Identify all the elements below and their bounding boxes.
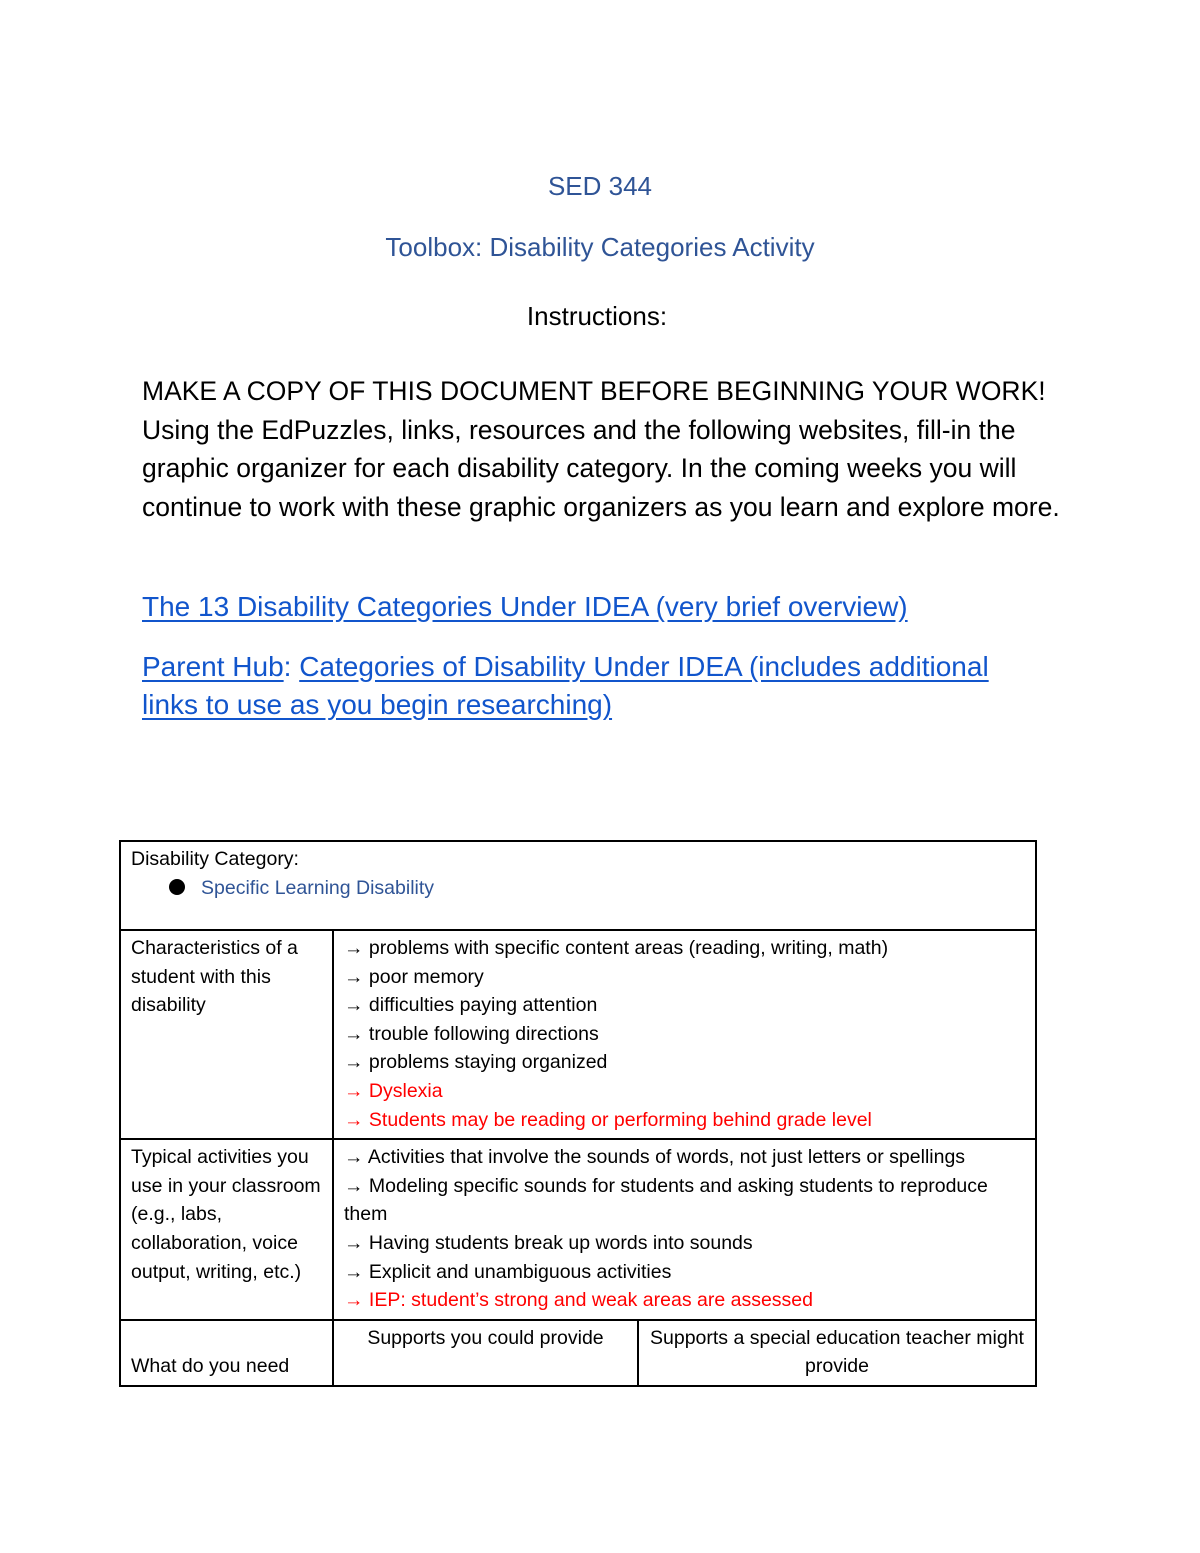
instructions-copy-warning: MAKE A COPY OF THIS DOCUMENT BEFORE BEGINNING YOUR WORK! [142,376,1046,406]
supports-cell [333,1320,1036,1386]
course-title: SED 344 [547,171,653,201]
link-parent-hub[interactable]: Parent Hub [142,651,284,682]
instructions-text: Using the EdPuzzles, links, resources and the following websites, fill-in the graphic organizer for each disability category. In the coming weeks you will continue to work with these graphic organizers as you learn and explore more. [142,414,1060,522]
needs-label: What do you need [120,1320,333,1386]
instructions-body [142,372,1072,526]
activities-cell [333,1139,1036,1320]
link-categories-of-disability[interactable]: Categories of Disability Under IDEA (includes additional links to use as you begin researching) [142,651,989,720]
needs-row [120,1320,1036,1386]
category-list-item [169,874,1025,903]
activity-item: → Modeling specific sounds for students and asking students to reproduce them [344,1174,988,1226]
supports-you-header: Supports you could provide [334,1321,638,1385]
bullet-icon [169,879,185,895]
activities-row [120,1139,1036,1320]
category-label: Disability Category: [131,848,299,870]
category-cell [120,841,1036,930]
supports-sped-header: Supports a special education teacher might provide [650,1326,1024,1378]
instructions-heading: Instructions: [526,301,668,331]
link-parent-hub-container [142,648,1042,724]
characteristics-row [120,930,1036,1139]
characteristic-item-highlight: → Dyslexia [344,1079,443,1102]
characteristics-label: Characteristics of a student with this disability [120,930,333,1139]
characteristic-item-highlight: → Students may be reading or performing behind grade level [344,1108,872,1131]
activity-item-highlight: → IEP: student’s strong and weak areas are assessed [344,1289,813,1312]
activity-item: → Having students break up words into sounds [344,1231,753,1254]
activity-item: → Activities that involve the sounds of words, not just letters or spellings [344,1146,966,1169]
characteristic-item: → problems staying organized [344,1051,608,1074]
category-value: Specific Learning Disability [201,876,435,899]
activity-item: → Explicit and unambiguous activities [344,1260,672,1283]
link-13-categories-container [142,588,908,626]
link-13-disability-categories[interactable]: The 13 Disability Categories Under IDEA (very brief overview) [142,591,908,622]
supports-table [334,1321,1035,1385]
activities-label: Typical activities you use in your classroom (e.g., labs, collaboration, voice output, writing, etc.) [120,1139,333,1320]
characteristic-item: → problems with specific content areas (reading, writing, math) [344,937,889,959]
characteristics-cell [333,930,1036,1139]
characteristic-item: → trouble following directions [344,1022,599,1045]
document-subtitle: Toolbox: Disability Categories Activity [385,232,815,262]
link-separator: : [283,651,300,682]
category-row [120,841,1036,930]
graphic-organizer-table [119,840,1037,1387]
characteristic-item: → difficulties paying attention [344,994,598,1017]
characteristic-item: → poor memory [344,965,484,988]
